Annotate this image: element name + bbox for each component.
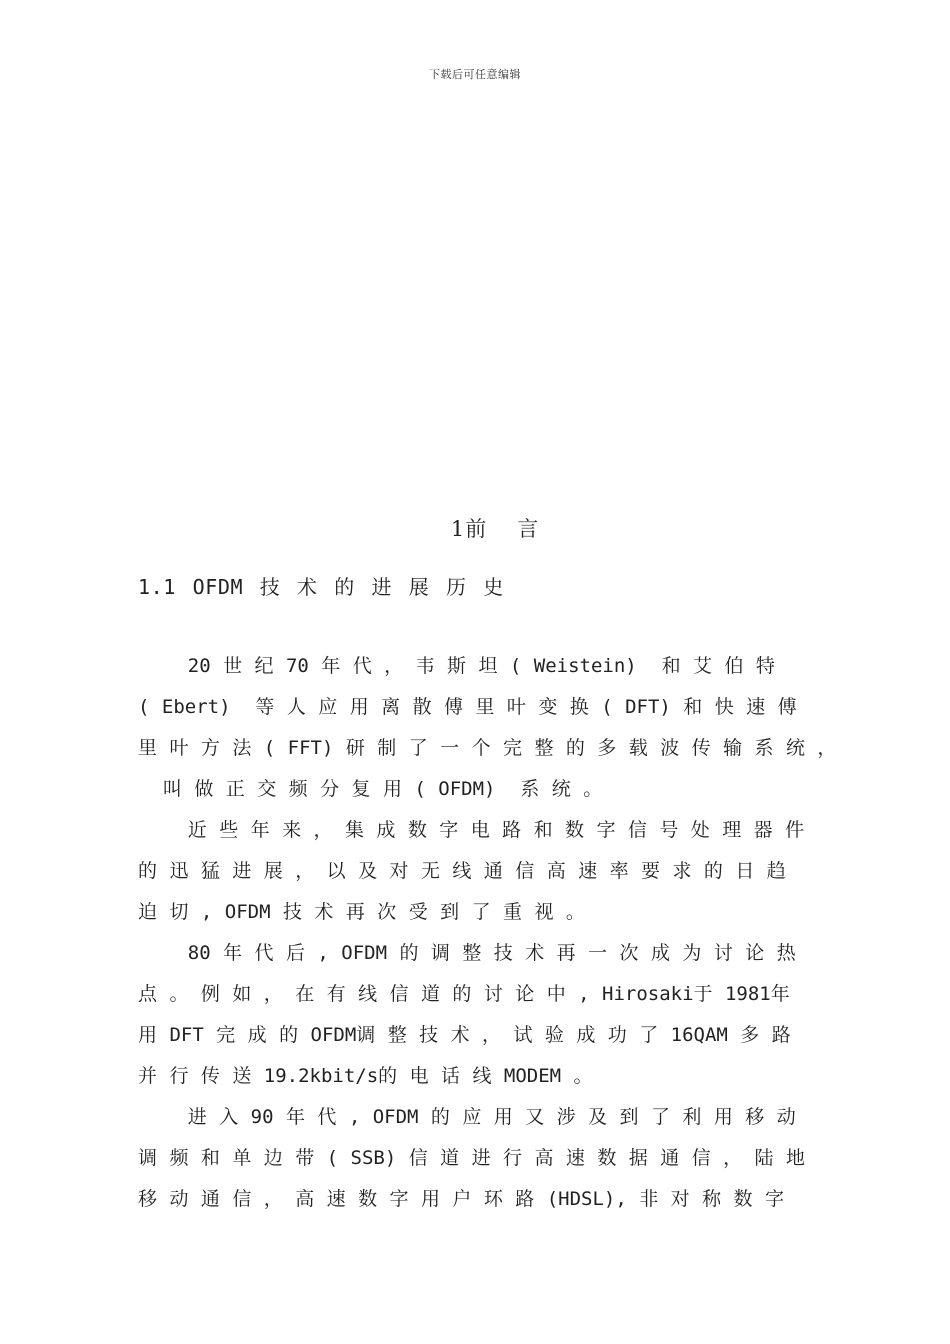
section-title: 1.1 OFDM 技 术 的 进 展 历 史	[138, 575, 504, 599]
chapter-title	[0, 513, 950, 543]
body-line: 80 年 代 后 , OFDM 的 调 整 技 术 再 一 次 成 为 讨 论 热	[138, 942, 796, 964]
body-line: 迫 切 , OFDM 技 术 再 次 受 到 了 重 视 。	[138, 901, 585, 923]
body-line: 点 。 例 如 ， 在 有 线 信 道 的 讨 论 中 , Hirosaki于 1981年	[138, 983, 790, 1005]
body-line: 近 些 年 来 ， 集 成 数 字 电 路 和 数 字 信 号 处 理 器 件	[138, 819, 805, 841]
body-line: 叫 做 正 交 频 分 复 用 ( OFDM) 系 统 。	[138, 778, 603, 800]
page-header: 下载后可任意编辑	[429, 68, 521, 81]
body-line: 并 行 传 送 19.2kbit/s的 电 话 线 MODEM 。	[138, 1065, 593, 1087]
chapter-word-b: 言	[517, 517, 540, 541]
body-line: 移 动 通 信 ， 高 速 数 字 用 户 环 路 (HDSL), 非 对 称 数 字	[138, 1188, 784, 1210]
body-line: 20 世 纪 70 年 代 ， 韦 斯 坦 ( Weistein) 和 艾 伯 特	[138, 655, 775, 677]
body-line: 调 频 和 单 边 带 ( SSB) 信 道 进 行 高 速 数 据 通 信 ， 陆 地	[138, 1147, 805, 1169]
body-line: ( Ebert) 等 人 应 用 离 散 傅 里 叶 变 换 ( DFT) 和 快 速 傅	[138, 696, 797, 718]
body-line: 进 入 90 年 代 , OFDM 的 应 用 又 涉 及 到 了 利 用 移 动	[138, 1106, 796, 1128]
chapter-number: 1	[450, 517, 466, 541]
body-line: 的 迅 猛 进 展 ， 以 及 对 无 线 通 信 高 速 率 要 求 的 日 趋	[138, 860, 786, 882]
body-line: 用 DFT 完 成 的 OFDM调 整 技 术 ， 试 验 成 功 了 16QAM 多 路	[138, 1024, 791, 1046]
chapter-word-a: 前	[465, 517, 488, 541]
body-line: 里 叶 方 法 ( FFT) 研 制 了 一 个 完 整 的 多 载 波 传 输 系 统 ，	[138, 737, 837, 759]
